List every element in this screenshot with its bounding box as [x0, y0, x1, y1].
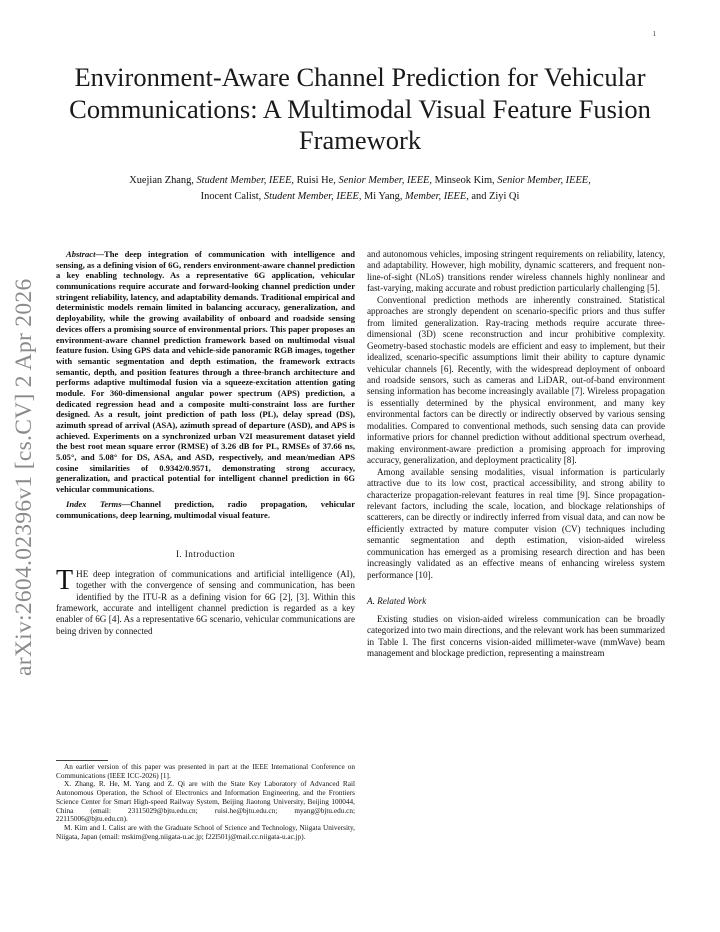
subsection-heading-related-work: A. Related Work [367, 596, 427, 607]
abstract-text: —The deep integration of communication with intelligence and sensing, as a defining vision of 6G, renders environment-aware channel prediction a key enabling technology. As a representative 6G application, vehicular communications require accurate and forward-looking channel prediction under stringent reliability, latency, and adaptability demands. Traditional empirical and deterministic models remain limited in balancing accuracy, generalization, and deployability, while the growing availability of onboard and roadside sensing devices offers a promising source of environmental priors. This paper proposes an environment-aware channel prediction framework based on multimodal visual feature fusion. Using GPS data and vehicle-side panoramic RGB images, together with semantic segmentation and depth estimation, the framework extracts semantic, depth, and position features through a three-branch architecture and performs adaptive multimodal fusion via a squeeze-excitation attention gating module. For 360-dimensional angular power spectrum (APS) prediction, a dedicated regression head and a composite multi-constraint loss are further designed. As a result, joint prediction of path loss (PL), delay spread (DS), azimuth spread of arrival (ASA), azimuth spread of departure (ASD), and APS is achieved. Experiments on a synchronized urban V2I measurement dataset yield the best root mean square error (RMSE) of 3.26 dB for PL, RMSEs of 37.66 ns, 5.05°, and 5.08° for DS, ASA, and ASD, respectively, and mean/median APS cosine similarities of 0.9342/0.9571, demonstrating strong accuracy, generalization, and practical potential for intelligent channel prediction in 6G vehicular communications. [56, 249, 355, 495]
arxiv-identifier: arXiv:2604.02396v1 [cs.CV] 2 Apr 2026 [11, 278, 37, 676]
left-column [56, 249, 355, 637]
author-membership: Senior Member, IEEE, [497, 175, 591, 186]
intro-paragraph-continued: and autonomous vehicles, imposing stringent requirements on reliability, latency, and adaptability. However, high mobility, dynamic scatterers, and frequent non-line-of-sight (NLoS) transitions render wireless channels highly nonlinear and fast-varying, making accurate and robust prediction particularly challenging [5]. [367, 249, 665, 294]
intro-first-words: HE [76, 568, 89, 579]
author-membership: Member, IEEE, [405, 190, 469, 202]
author-name: Ruisi He, [296, 175, 336, 186]
footnote-earlier-version: An earlier version of this paper was presented in part at the IEEE International Conference on Communications (IEEE ICC-2026) [1]. [56, 763, 355, 780]
right-column [367, 249, 665, 659]
author-membership: Senior Member, IEEE, [338, 175, 432, 186]
footnote-affiliation-bjtu: X. Zhang, R. He, M. Yang and Z. Qi are with the State Key Laboratory of Advanced Rail Autonomous Operation, the School of Electronics and Information Engineering, and the Frontiers Science Center for Smart High-speed Railway System, Beijing Jiaotong University, Beijing 100044, China (email: 23115029@bjtu.edu.cn; ruisi.he@bjtu.edu.cn; myang@bjtu.edu.cn; 22115006@bjtu.edu.cn). [56, 780, 355, 824]
author-name: Xuejian Zhang, [129, 175, 194, 186]
page-number: 1 [652, 30, 656, 38]
index-terms-label: Index Terms [66, 498, 122, 509]
author-name: Inocent Calist, [200, 190, 262, 202]
index-terms [56, 499, 355, 520]
author-membership: Student Member, IEEE, [196, 175, 295, 186]
intro-paragraph: Conventional prediction methods are inherently constrained. Statistical approaches are strongly dependent on scenario-specific priors and thus suffer from limited generalization. Ray-tracing methods require accurate three-dimensional (3D) scene reconstruction and incur prohibitive complexity. Geometry-based stochastic models are efficient and easy to implement, but their idealized, scenario-specific assumptions limit their ability to capture dynamic vehicular channels [6]. Recently, with the widespread deployment of onboard and roadside sensors, such as cameras and LiDAR, out-of-band environment sensing information has become increasingly available [7]. Wireless propagation is essentially determined by the physical environment, and many key environmental factors can be directly or indirectly observed by various sensing modalities. Compared to conventional methods, such sensing data can provide informative priors for channel prediction without additional spectrum overhead, making environment-aware prediction a promising approach for improving accuracy, generalization, and deployment practicality [8]. [367, 294, 665, 466]
related-work-paragraph: Existing studies on vision-aided wireless communication can be broadly categorized into two main directions, and the relevant work has been summarized in Table I. The first concerns vision-aided millimeter-wave (mmWave) beam management and blockage prediction, representing a mainstream [367, 613, 665, 658]
author-membership: Student Member, IEEE, [263, 190, 362, 202]
footnote-divider [56, 760, 108, 761]
drop-cap: T [56, 564, 74, 596]
paper-title: Environment-Aware Channel Prediction for Vehicular Communications: A Multimodal Visual Feature Fusion Framework [69, 62, 651, 155]
intro-paragraph: Among available sensing modalities, visual information is particularly attractive due to its low cost, practical accessibility, and strong ability to characterize propagation-relevant features in real time [9]. Since propagation-relevant factors, including the scale, location, and blockage relationships of scatterers, can be directly or indirectly inferred from visual data, and can now be efficiently extracted by mature computer vision (CV) techniques including semantic segmentation and depth estimation, vision-aided wireless communication has emerged as a promising research direction and has been increasingly validated as an effective means of enhancing wireless system performance [10]. [367, 466, 665, 580]
footnote-affiliation-niigata: M. Kim and I. Calist are with the Graduate School of Science and Technology, Niigata University, Niigata, Japan (email: mskim@eng.niigata-u.ac.jp; f22l501j@mail.cc.niigata-u.ac.jp). [56, 823, 355, 841]
footnotes [56, 760, 355, 841]
author-name: and Ziyi Qi [471, 190, 520, 202]
intro-paragraph [56, 564, 355, 638]
abstract-label: Abstract [66, 249, 96, 259]
section-heading-introduction: I. Introduction [175, 549, 236, 560]
abstract [56, 249, 355, 495]
author-list [60, 173, 660, 204]
author-name: Minseok Kim, [434, 175, 495, 186]
intro-paragraph-text: deep integration of communications and artificial intelligence (AI), together with the convergence of sensing and communication, has been identified by the ITU-R as a defining vision for 6G [2], [3]. Within this framework, accurate and intelligent channel prediction is regarded as a key enabler of 6G [4]. As a representative 6G scenario, vehicular communications are being driven by connected [56, 568, 355, 636]
index-terms-text: —Channel prediction, radio propagation, vehicular communications, deep learning, multimodal visual feature. [56, 498, 355, 520]
author-name: Mi Yang, [364, 190, 403, 202]
